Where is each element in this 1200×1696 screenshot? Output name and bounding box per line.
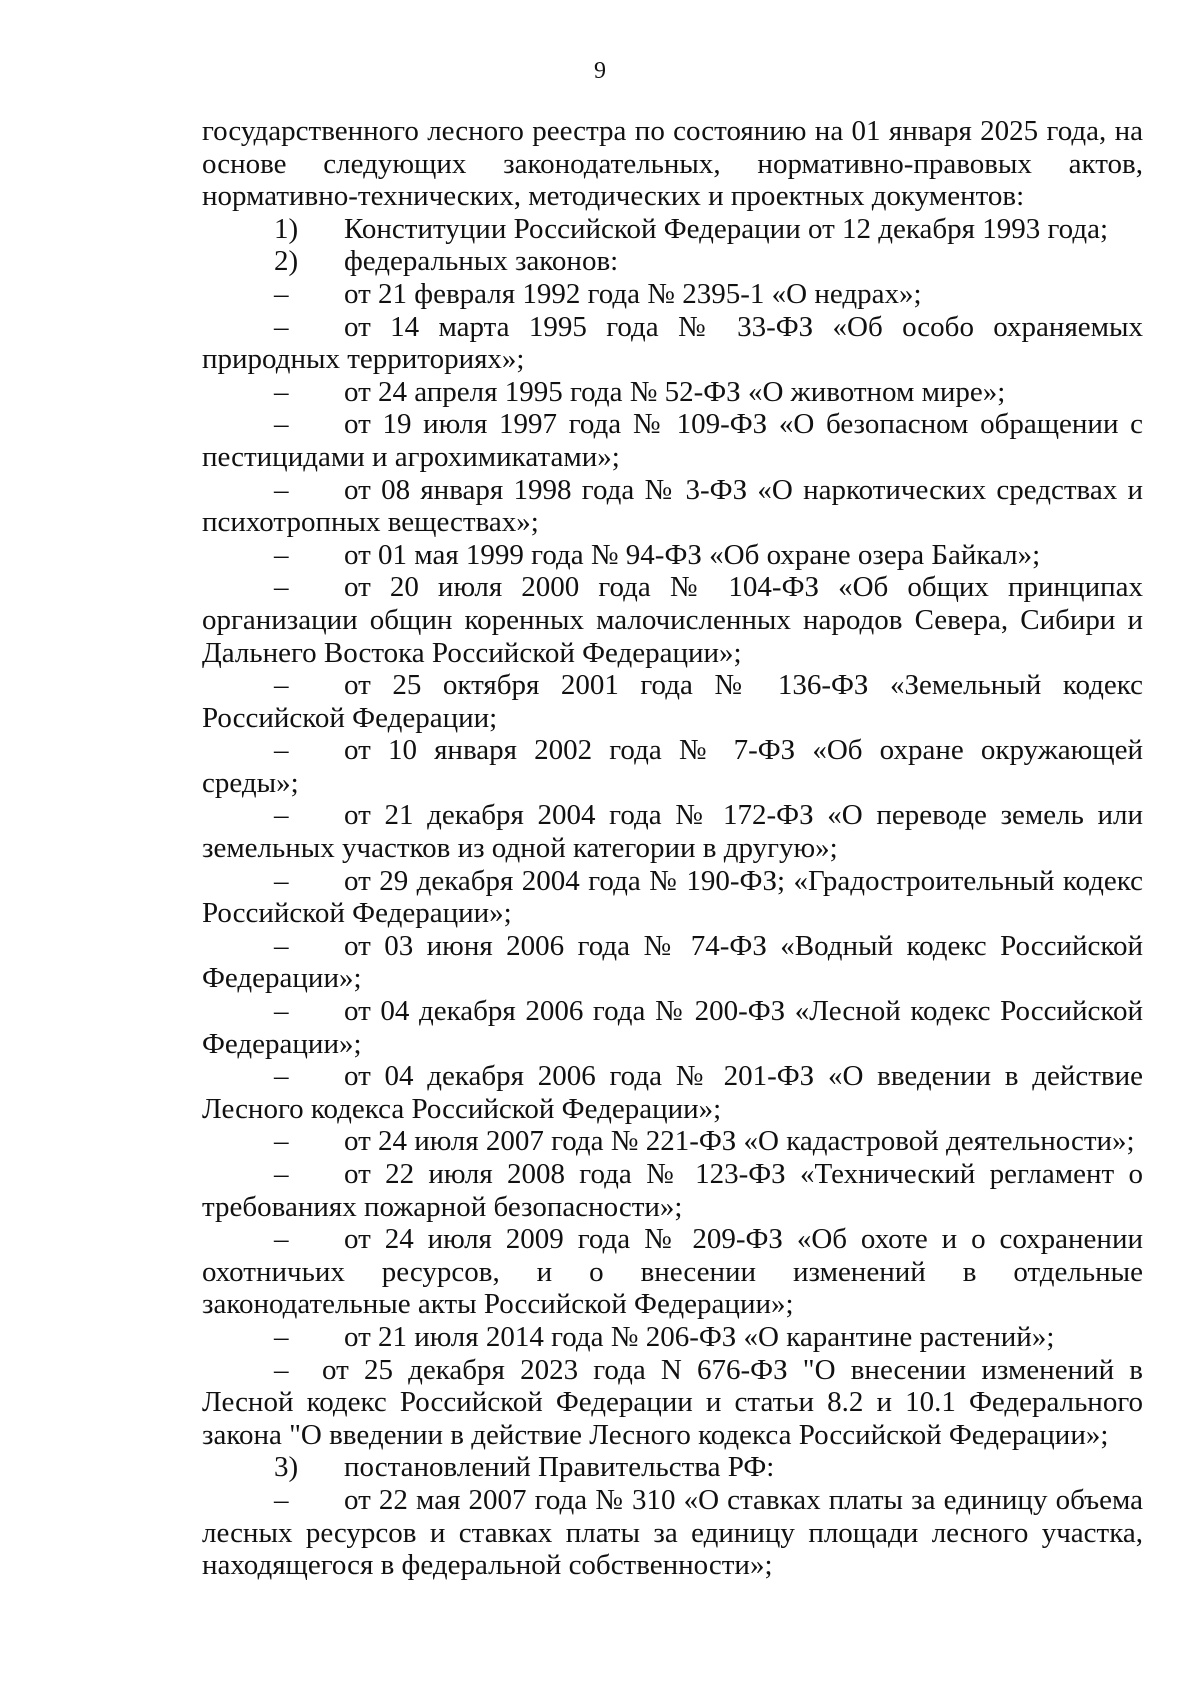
list-item-text: федеральных законов:	[344, 245, 619, 278]
list-item-text: постановлений Правительства РФ:	[344, 1451, 775, 1484]
list-item-text: от 25 октября 2001 года № 136-ФЗ «Земельный кодекс Российской Федерации;	[202, 669, 1143, 734]
list-item-marker: 2)	[274, 245, 299, 278]
list-item-marker: –	[274, 1320, 289, 1353]
list-item-marker: –	[274, 1060, 289, 1093]
legal-acts-list	[202, 213, 1143, 1582]
list-item-text: от 24 июля 2009 года № 209-ФЗ «Об охоте и о сохранении охотничьих ресурсов, и о внесении изменений в отдельные законодательные акты Российской Федерации»;	[202, 1223, 1143, 1321]
list-item-text: от 21 февраля 1992 года № 2395-1 «О недрах»;	[344, 277, 922, 310]
list-item-marker: –	[274, 929, 289, 962]
list-item	[202, 311, 1143, 376]
list-item-text: от 08 января 1998 года № 3-ФЗ «О наркотических средствах и психотропных веществах»;	[202, 473, 1143, 539]
list-item-marker: –	[274, 408, 289, 441]
list-item	[202, 213, 1143, 246]
list-item-marker: –	[274, 473, 289, 506]
list-item-text: от 22 мая 2007 года № 310 «О ставках платы за единицу объема лесных ресурсов и ставках платы за единицу площади лесного участка, находящегося в федеральной собственности»;	[202, 1483, 1143, 1582]
list-item-text: от 29 декабря 2004 года № 190-ФЗ; «Градостроительный кодекс Российской Федерации»;	[202, 864, 1143, 930]
list-item-text: от 14 марта 1995 года № 33-ФЗ «Об особо охраняемых природных территориях»;	[202, 310, 1143, 376]
list-item	[202, 245, 1143, 278]
list-item-marker: –	[274, 277, 289, 310]
list-item	[202, 1060, 1143, 1125]
list-item	[202, 1125, 1143, 1158]
list-item	[202, 1321, 1143, 1354]
document-body	[202, 115, 1143, 1582]
list-item-text: от 24 апреля 1995 года № 52-ФЗ «О животном мире»;	[344, 375, 1006, 408]
page-number: 9	[594, 58, 606, 84]
list-item-text: от 04 декабря 2006 года № 201-ФЗ «О введении в действие Лесного кодекса Российской Федерации»;	[202, 1060, 1143, 1125]
list-item-text: от 21 июля 2014 года № 206-ФЗ «О карантине растений»;	[344, 1320, 1055, 1353]
list-item-text: от 22 июля 2008 года № 123-ФЗ «Технический регламент о требованиях пожарной безопасности»;	[202, 1158, 1143, 1223]
list-item-marker: –	[274, 864, 289, 897]
list-item	[202, 734, 1143, 799]
list-item	[202, 1223, 1143, 1321]
list-item	[202, 474, 1143, 539]
list-item	[202, 408, 1143, 473]
list-item-marker: 1)	[274, 212, 299, 245]
list-item-marker: –	[274, 1223, 289, 1256]
list-item-marker: –	[274, 995, 289, 1028]
list-item-marker: –	[274, 1483, 289, 1516]
list-item-marker: –	[274, 799, 289, 832]
list-item	[202, 571, 1143, 669]
list-item	[202, 539, 1143, 572]
list-item-text: от 20 июля 2000 года № 104-ФЗ «Об общих принципах организации общин коренных малочисленных народов Севера, Сибири и Дальнего Востока Российской Федерации»;	[202, 571, 1143, 669]
list-item	[202, 1158, 1143, 1223]
list-item-marker: –	[274, 669, 289, 702]
list-item	[202, 995, 1143, 1060]
list-item	[202, 376, 1143, 409]
list-item-marker: –	[274, 571, 289, 604]
list-item-marker: –	[274, 734, 289, 767]
list-item-text: от 19 июля 1997 года № 109-ФЗ «О безопасном обращении с пестицидами и агрохимикатами»;	[202, 408, 1143, 473]
list-item-text: Конституции Российской Федерации от 12 декабря 1993 года;	[344, 212, 1109, 245]
list-item	[202, 1451, 1143, 1484]
list-item-marker: –	[274, 1158, 289, 1190]
list-item	[202, 1484, 1143, 1582]
intro-paragraph: государственного лесного реестра по состоянию на 01 января 2025 года, на основе следующих законодательных, нормативно-правовых актов, нормативно-технических, методических и проектных документов:	[202, 115, 1143, 213]
list-item	[202, 865, 1143, 930]
list-item	[202, 278, 1143, 311]
list-item-text: от 24 июля 2007 года № 221-ФЗ «О кадастровой деятельности»;	[344, 1125, 1135, 1158]
list-item-marker: –	[274, 1125, 289, 1158]
list-item-marker: –	[274, 1353, 289, 1386]
list-item-marker: –	[274, 310, 289, 343]
list-item-marker: –	[274, 538, 289, 571]
list-item-text: от 01 мая 1999 года № 94-ФЗ «Об охране озера Байкал»;	[344, 538, 1041, 571]
list-item	[202, 930, 1143, 995]
list-item-text: от 04 декабря 2006 года № 200-ФЗ «Лесной кодекс Российской Федерации»;	[202, 995, 1143, 1060]
list-item-text: от 10 января 2002 года № 7-ФЗ «Об охране окружающей среды»;	[202, 734, 1143, 799]
list-item	[202, 669, 1143, 734]
list-item-text: от 25 декабря 2023 года N 676-ФЗ "О внесении изменений в Лесной кодекс Российской Федерации и статьи 8.2 и 10.1 Федерального закона "О введении в действие Лесного кодекса Российской Федерации»;	[202, 1353, 1143, 1451]
list-item-text: от 21 декабря 2004 года № 172-ФЗ «О переводе земель или земельных участков из одной категории в другую»;	[202, 799, 1143, 865]
list-item-text: от 03 июня 2006 года № 74-ФЗ «Водный кодекс Российской Федерации»;	[202, 929, 1143, 995]
list-item-marker: 3)	[274, 1451, 299, 1484]
list-item	[202, 799, 1143, 864]
list-item	[202, 1354, 1143, 1452]
list-item-marker: –	[274, 375, 289, 408]
